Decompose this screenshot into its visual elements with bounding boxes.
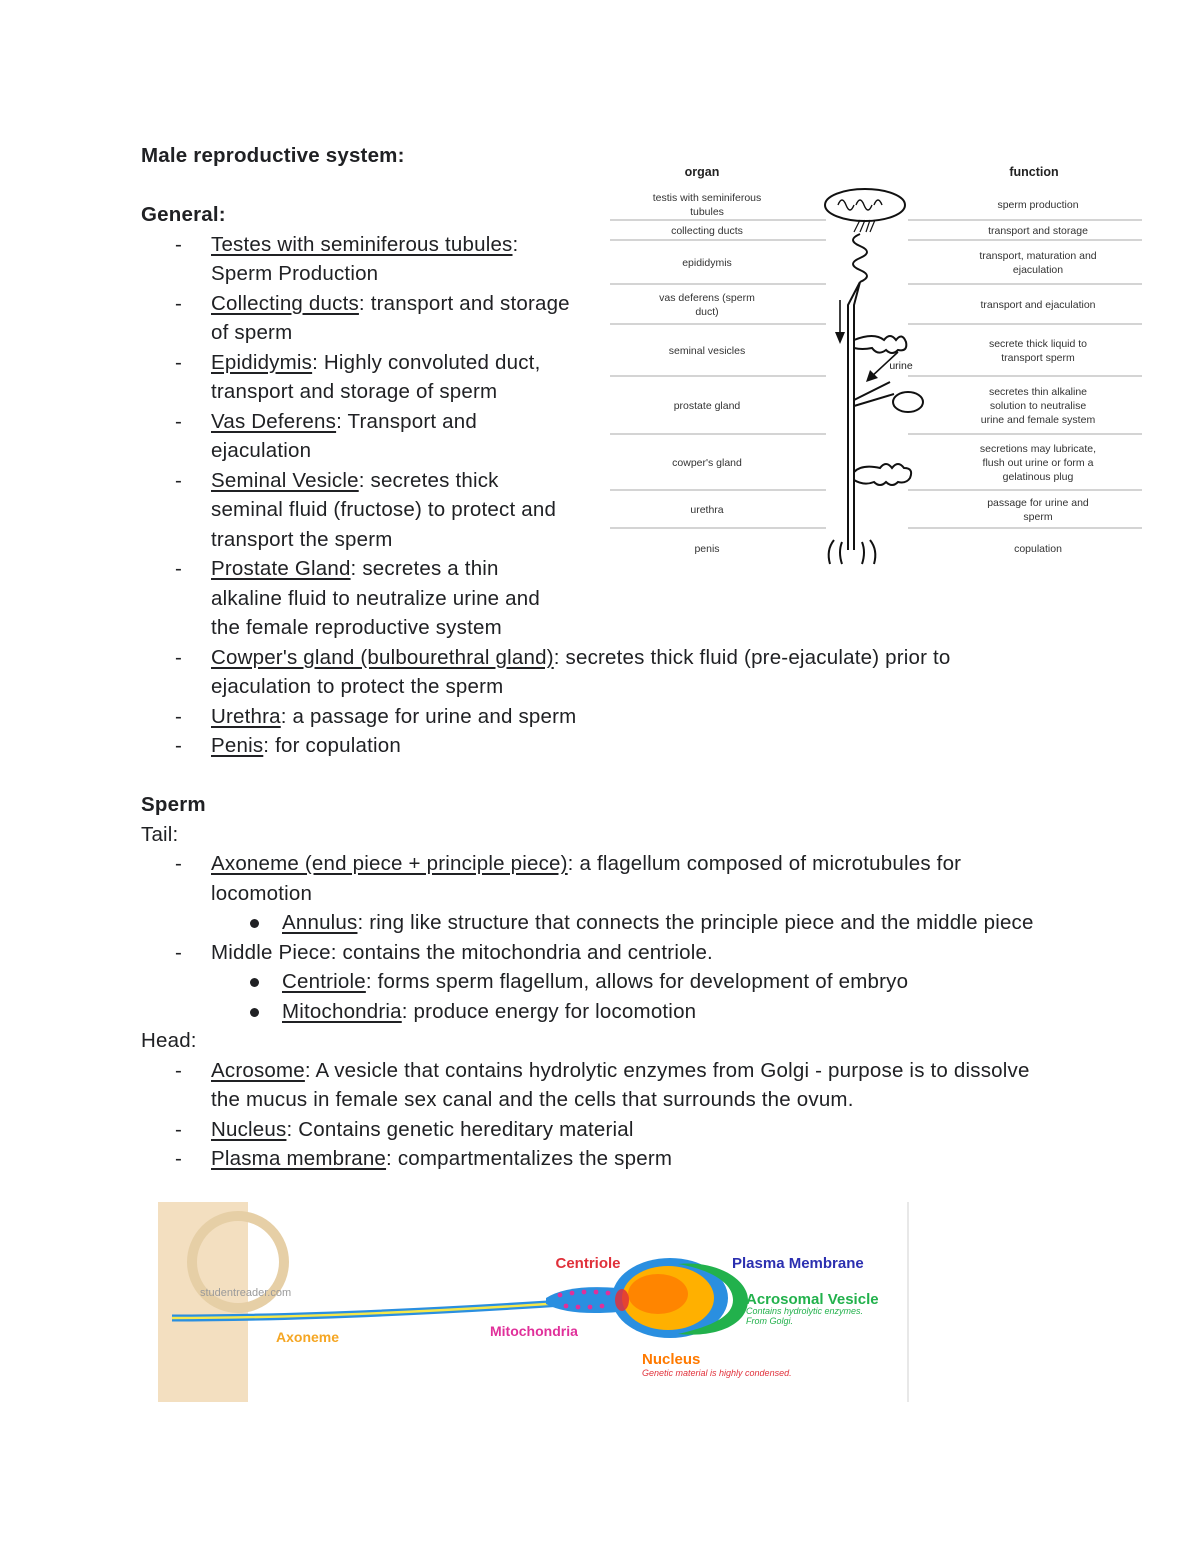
general-list-item-cont: seminal fluid (fructose) to protect and [211,498,557,521]
bullet-dot [250,919,259,928]
cowpers-gland-shape [854,464,911,485]
list-item-plasma: - Plasma membrane: compartmentalizes the sperm [175,1147,673,1170]
table-cell-function: secretions may lubricate, [979,443,1097,455]
bullet-mitochondria: Mitochondria: produce energy for locomotion [141,997,1081,1027]
list-dash: - [175,409,183,433]
general-list-item: - Seminal Vesicle: secretes thick [141,466,1081,496]
sperm-heading: Sperm [141,793,206,816]
general-list-item-cont: transport and storage of sperm [211,380,498,403]
list-dash: - [175,350,183,374]
header-organ: organ [684,165,720,179]
table-cell-organ: epididymis [682,257,732,269]
urine-label: urine [889,360,913,372]
label-nucleus: Nucleus [642,1351,701,1368]
tail-label: Tail: [141,822,179,846]
general-list-item: - Urethra: a passage for urine and sperm [141,702,1081,732]
bullet-centriole: Centriole: forms sperm flagellum, allows for development of embryo [141,967,1081,997]
general-list-item-cont: the female reproductive system [211,616,502,639]
organ-function-diagram [608,160,1144,570]
table-cell-organ: vas deferens (sperm [659,292,755,304]
epididymis-shape [853,234,867,282]
tubules-shape [838,200,882,210]
table-cell-function: gelatinous plug [1002,471,1074,483]
list-item-acrosome: - Acrosome: A vesicle that contains hydrolytic enzymes from Golgi - purpose is to dissolve [175,1058,1030,1082]
general-list-item: - Testes with seminiferous tubules: [141,230,1081,260]
general-list-item-cont: alkaline fluid to neutralize urine and [211,586,540,610]
list-dash: - [175,852,183,875]
label-mitochondria: Mitochondria [490,1323,578,1339]
general-list-item: - Collecting ducts: transport and storage [141,289,1081,319]
head-label: Head: [141,1029,197,1052]
arrow-down-icon [835,332,845,344]
table-cell-function: transport, maturation and [979,250,1097,262]
list-dash: - [175,291,183,315]
label-acrosomal-note-1: Contains hydrolytic enzymes. [746,1306,864,1316]
term-mitochondria: Mitochondria [282,999,402,1023]
general-list-item: - Penis: for copulation [141,731,1081,761]
general-list-item-cont: ejaculation to protect the sperm [211,675,504,698]
table-cell-function: urine and female system [980,414,1096,426]
general-term: Collecting ducts [211,291,359,315]
list-dash: - [175,232,183,256]
table-cell-organ: collecting ducts [671,225,743,237]
testis-shape [825,189,905,221]
general-list-item-cont: transport the sperm [211,527,393,551]
list-dash: - [175,468,183,492]
header-function: function [1009,165,1059,179]
term-nucleus: Nucleus [211,1117,287,1141]
general-list-item: - Vas Deferens: Transport and [141,407,1081,437]
list-item-axoneme: - Axoneme (end piece + principle piece): a flagellum composed of microtubules for [141,849,1081,879]
list-item-middle-piece: - Middle Piece: contains the mitochondria and centriole. [175,940,713,964]
general-list-item: - Prostate Gland: secretes a thin [141,554,1081,584]
table-cell-organ: prostate gland [673,400,741,412]
label-plasma-membrane: Plasma Membrane [732,1255,864,1272]
table-cell-function: passage for urine and [987,497,1089,509]
table-cell-organ: cowper's gland [672,457,742,469]
general-term: Vas Deferens [211,409,337,433]
list-item-axoneme-cont: locomotion [211,881,313,905]
table-cell-organ: duct) [695,306,719,318]
general-list-item: - Epididymis: Highly convoluted duct, [141,348,1081,378]
vas-deferens-shape [848,282,860,550]
sperm-structure-svg [158,1198,910,1402]
table-cell-function: copulation [1014,543,1062,555]
table-cell-organ: urethra [690,504,724,516]
term-centriole: Centriole [282,970,366,993]
table-cell-function: transport and ejaculation [980,299,1096,311]
term-acrosome: Acrosome [211,1058,305,1082]
sperm-structure-figure [158,1198,910,1402]
term-plasma-membrane: Plasma membrane [211,1147,387,1170]
list-dash: - [175,734,183,757]
general-list-item: - Cowper's gland (bulbourethral gland): secretes thick fluid (pre-ejaculate) prior to [141,643,1081,673]
table-cell-function: solution to neutralise [989,400,1087,412]
general-term: Epididymis [211,350,313,374]
table-cell-function: ejaculation [1012,264,1064,276]
table-cell-organ: tubules [690,206,724,218]
label-nucleus-note: Genetic material is highly condensed. [642,1368,792,1378]
table-cell-function: secretes thin alkaline [988,386,1088,398]
label-axoneme: Axoneme [276,1329,340,1345]
general-term: Testes with seminiferous tubules [211,232,513,256]
general-list-item-cont: ejaculation [211,439,312,462]
list-dash: - [175,645,183,669]
table-cell-function: transport and storage [988,225,1088,237]
general-term: Prostate Gland [211,557,351,580]
bullet-annulus: Annulus: ring like structure that connects the principle piece and the middle piece [141,908,1081,938]
centriole-shape [615,1289,629,1311]
general-list-item-cont: of sperm [211,321,293,344]
label-centriole: Centriole [555,1255,621,1272]
watermark-text: studentreader.com [200,1287,292,1299]
penis-shape [829,540,876,564]
nucleus-core [628,1274,688,1314]
table-cell-function: flush out urine or form a [982,457,1094,469]
organ-function-svg [608,160,1144,570]
prostate-shape [893,392,923,412]
table-cell-organ: testis with seminiferous [652,192,762,204]
general-term: Penis [211,734,264,757]
page-title: Male reproductive system: [141,144,405,167]
label-acrosomal-vesicle: Acrosomal Vesicle [746,1291,879,1308]
general-heading: General: [141,203,226,226]
general-term: Cowper's gland (bulbourethral gland) [211,645,554,669]
collecting-ducts-shape [854,220,875,232]
table-cell-function: secrete thick liquid to [988,338,1088,350]
label-acrosomal-note-2: From Golgi. [746,1316,794,1326]
term-axoneme: Axoneme (end piece + principle piece) [211,852,568,875]
table-cell-organ: seminal vesicles [668,345,746,357]
list-dash: - [175,557,183,580]
table-cell-function: transport sperm [1001,352,1075,364]
list-item-acrosome-cont: the mucus in female sex canal and the cells that surrounds the ovum. [211,1088,854,1111]
table-cell-function: sperm production [997,199,1079,211]
seminal-vesicle-shape [854,336,906,353]
general-list-item-cont: Sperm Production [211,262,379,285]
table-cell-organ: penis [694,543,720,555]
general-term: Seminal Vesicle [211,468,359,492]
general-term: Urethra [211,704,281,728]
prostate-duct-shape [854,382,894,406]
list-item-nucleus: - Nucleus: Contains genetic hereditary material [175,1117,634,1141]
term-annulus: Annulus [282,911,358,934]
list-dash: - [175,704,183,728]
table-cell-function: sperm [1023,511,1053,523]
